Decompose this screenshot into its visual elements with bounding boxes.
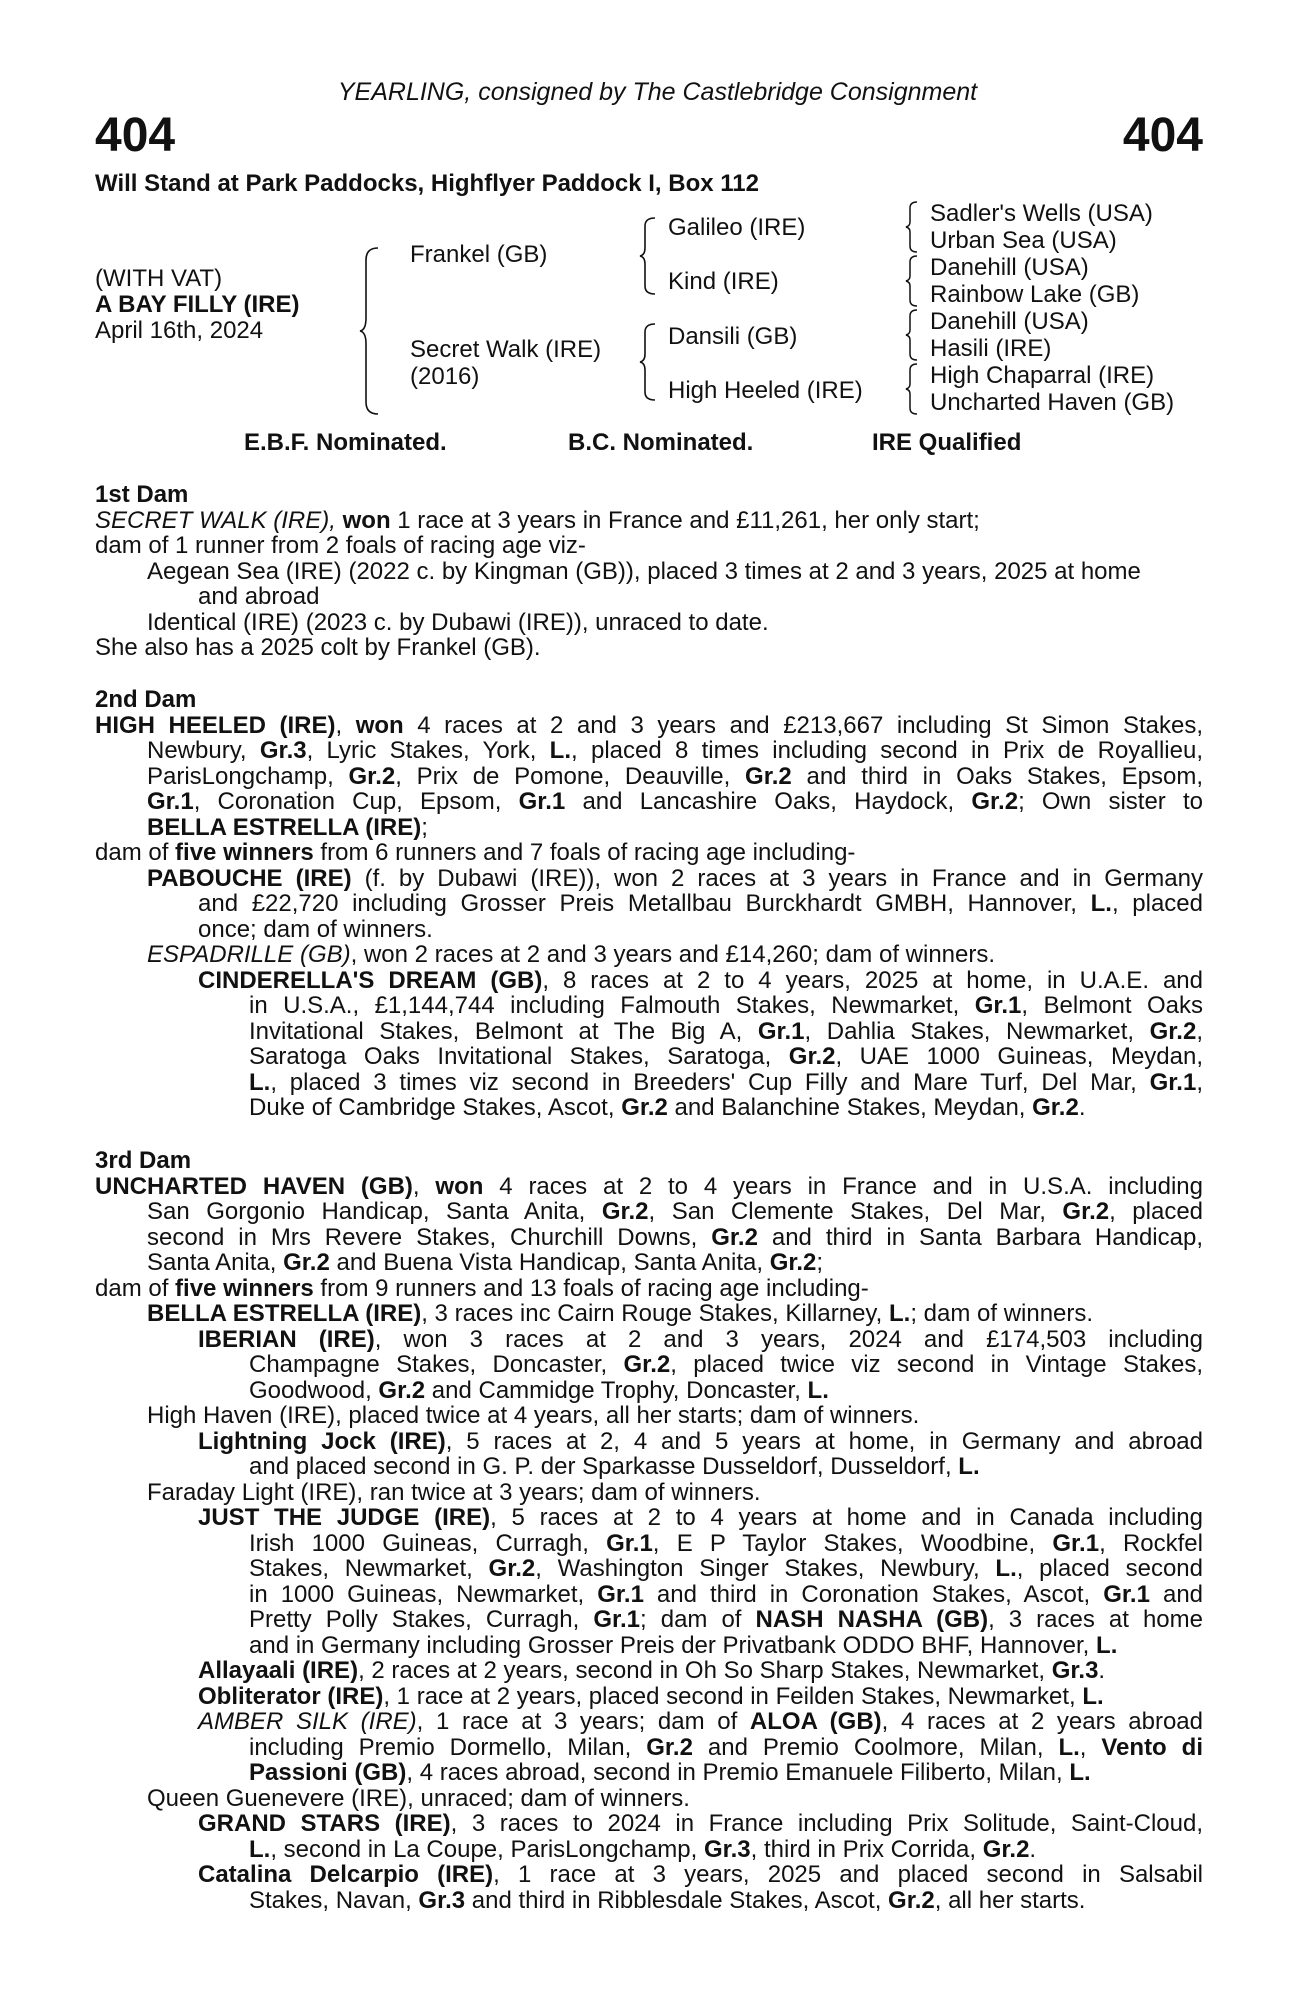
runner-iberian: IBERIAN (IRE) [198, 1325, 375, 1353]
second-dam-title: 2nd Dam [95, 686, 197, 713]
first-dam-name: SECRET WALK (IRE), [95, 506, 336, 534]
runner-high-haven: High Haven (IRE), placed twice at 4 years, all her starts; dam of winners. [147, 1402, 920, 1429]
runner-cinderellas-dream: CINDERELLA'S DREAM (GB) [198, 966, 543, 994]
runner-espadrille: ESPADRILLE (GB) [147, 941, 351, 968]
runner-bella-estrella: BELLA ESTRELLA (IRE) [147, 1300, 422, 1327]
gen3-4: Rainbow Lake (GB) [930, 281, 1140, 308]
foal-identical: Identical (IRE) (2023 c. by Dubawi (IRE)), unraced to date. [147, 608, 769, 636]
first-dam-section: 1st Dam SECRET WALK (IRE), won 1 race at 3 years in France and £11,261, her only start; dam of 1 runner from 2 foals of racing age viz- Aegean Sea (IRE) (2022 c. by Kingman (GB)), placed 3 times at 2 and 3 years, 2025 at home and abroad Identical (IRE) (2023 c. by Dubawi (IRE)), unraced to date. She also has a 2025 colt by Frankel (GB). [95, 482, 1203, 661]
brace-g3 [906, 308, 920, 362]
brace-sire [640, 216, 660, 296]
second-dam-section: 2nd Dam HIGH HEELED (IRE), won 4 races at 2 and 3 years and £213,667 including St Simon Stakes, Newbury, Gr.3, Lyric Stakes, York, L., placed 8 times including second in Prix de Royallieu, ParisLongchamp, Gr.2, Prix de Pomone, Deauville, Gr.2 and third in Oaks Stakes, Epsom, Gr.1, Coronation Cup, Epsom, Gr.1 and Lancashire Oaks, Haydock, Gr.2; Own sister to BELLA ESTRELLA (IRE); dam of five winners from 6 runners and 7 foals of racing age including- PABOUCHE (IRE) (f. by Dubawi (IRE)), won 2 races at 3 years in France and in Germany and £22,720 including Grosser Preis Metallbau Burckhardt GMBH, Hannover, L., placed once; dam of winners. ESPADRILLE (GB), won 2 races at 2 and 3 years and £14,260; dam of winners. CINDERELLA'S DREAM (GB), 8 races at 2 to 4 years, 2025 at home, in U.A.E. and in U.S.A., £1,144,744 including Falmouth Stakes, Newmarket, Gr.1, Belmont Oaks Invitational Stakes, Belmont at The Big A, Gr.1, Dahlia Stakes, Newmarket, Gr.2, Saratoga Oaks Invitational Stakes, Saratoga, Gr.2, UAE 1000 Guineas, Meydan, L., placed 3 times viz second in Breeders' Cup Filly and Mare Turf, Del Mar, Gr.1, Duke of Cambridge Stakes, Ascot, Gr.2 and Balanchine Stakes, Meydan, Gr.2. [95, 686, 1204, 1121]
runner-lightning-jock: Lightning Jock (IRE) [198, 1427, 446, 1455]
nomination-ire: IRE Qualified [872, 429, 1022, 456]
runner-just-the-judge: JUST THE JUDGE (IRE) [198, 1504, 491, 1531]
lot-number-left: 404 [95, 109, 176, 162]
stand-location: Will Stand at Park Paddocks, Highflyer Paddock I, Box 112 [95, 170, 759, 197]
gen3-7: High Chaparral (IRE) [930, 362, 1155, 389]
nomination-ebf: E.B.F. Nominated. [244, 429, 447, 456]
brace-g1 [906, 200, 920, 254]
sire: Frankel (GB) [410, 241, 548, 268]
brace-dam [640, 322, 660, 402]
foal-2025-colt: She also has a 2025 colt by Frankel (GB). [95, 634, 541, 661]
lot-number-right: 404 [1122, 109, 1203, 162]
runner-obliterator: Obliterator (IRE) [198, 1682, 384, 1710]
third-dam-title: 3rd Dam [95, 1147, 192, 1174]
dam-year: (2016) [410, 363, 480, 390]
gen3-8: Uncharted Haven (GB) [930, 389, 1175, 416]
gen3-1: Sadler's Wells (USA) [930, 200, 1153, 227]
brace-main [360, 246, 384, 416]
runner-pabouche: PABOUCHE (IRE) [147, 864, 352, 892]
runner-grand-stars: GRAND STARS (IRE) [198, 1810, 451, 1837]
foaled-date: April 16th, 2024 [95, 317, 264, 344]
first-dam-title: 1st Dam [95, 481, 189, 508]
gen3-2: Urban Sea (USA) [930, 227, 1117, 254]
vat-note: (WITH VAT) [95, 265, 223, 292]
sire-sire: Galileo (IRE) [668, 214, 806, 241]
gen3-3: Danehill (USA) [930, 254, 1089, 281]
horse-summary [95, 266, 300, 344]
dam: Secret Walk (IRE) [410, 336, 602, 363]
gen3-5: Danehill (USA) [930, 308, 1089, 335]
runner-faraday-light: Faraday Light (IRE), ran twice at 3 years; dam of winners. [147, 1478, 761, 1506]
third-dam-name: UNCHARTED HAVEN (GB) [95, 1172, 413, 1200]
third-dam-section: 3rd Dam UNCHARTED HAVEN (GB), won 4 races at 2 to 4 years in France and in U.S.A. including San Gorgonio Handicap, Santa Anita, Gr.2, San Clemente Stakes, Del Mar, Gr.2, placed second in Mrs Revere Stakes, Churchill Downs, Gr.2 and third in Santa Barbara Handicap, Santa Anita, Gr.2 and Buena Vista Handicap, Santa Anita, Gr.2; dam of five winners from 9 runners and 13 foals of racing age including- BELLA ESTRELLA (IRE), 3 races inc Cairn Rouge Stakes, Killarney, L.; dam of winners. IBERIAN (IRE), won 3 races at 2 and 3 years, 2024 and £174,503 including Champagne Stakes, Doncaster, Gr.2, placed twice viz second in Vintage Stakes, Goodwood, Gr.2 and Cammidge Trophy, Doncaster, L. High Haven (IRE), placed twice at 4 years, all her starts; dam of winners. Lightning Jock (IRE), 5 races at 2, 4 and 5 years at home, in Germany and abroad and placed second in G. P. der Sparkasse Dusseldorf, Dusseldorf, L. Faraday Light (IRE), ran twice at 3 years; dam of winners. JUST THE JUDGE (IRE), 5 races at 2 to 4 years at home and in Canada including Irish 1000 Guineas, Curragh, Gr.1, E P Taylor Stakes, Woodbine, Gr.1, Rockfel Stakes, Newmarket, Gr.2, Washington Singer Stakes, Newbury, L., placed second in 1000 Guineas, Newmarket, Gr.1 and third in Coronation Stakes, Ascot, Gr.1 and Pretty Polly Stakes, Curragh, Gr.1; dam of NASH NASHA (GB), 3 races at home and in Germany including Grosser Preis der Privatbank ODDO BHF, Hannover, L. Allayaali (IRE), 2 races at 2 years, second in Oh So Sharp Stakes, Newmarket, Gr.3. Obliterator (IRE), 1 race at 2 years, placed second in Feilden Stakes, Newmarket, L. AMBER SILK (IRE), 1 race at 3 years; dam of ALOA (GB), 4 races at 2 years abroad including Premio Dormello, Milan, Gr.2 and Premio Coolmore, Milan, L., Vento di Passioni (GB), 4 races abroad, second in Premio Emanuele Filiberto, Milan, L. Queen Guenevere (IRE), unraced; dam of winners. GRAND STARS (IRE), 3 races to 2024 in France including Prix Solitude, Saint-Cloud, L., second in La Coupe, ParisLongchamp, Gr.3, third in Prix Corrida, Gr.2. Catalina Delcarpio (IRE), 1 race at 3 years, 2025 and placed second in Salsabil Stakes, Navan, Gr.3 and third in Ribblesdale Stakes, Ascot, Gr.2, all her starts. [95, 1147, 1204, 1914]
brace-g4 [906, 362, 920, 416]
second-dam-name: HIGH HEELED (IRE) [95, 711, 336, 739]
runner-allayaali: Allayaali (IRE) [198, 1657, 359, 1684]
dam-sire: Dansili (GB) [668, 323, 798, 350]
consignment-line: YEARLING, consigned by The Castlebridge Consignment [337, 78, 978, 106]
foal-aegean-sea: Aegean Sea (IRE) (2022 c. by Kingman (GB)), placed 3 times at 2 and 3 years, 2025 at home [147, 557, 1141, 585]
nomination-bc: B.C. Nominated. [568, 429, 754, 456]
brace-g2 [906, 254, 920, 308]
sire-dam: Kind (IRE) [668, 268, 779, 295]
runner-queen-guenevere: Queen Guenevere (IRE), unraced; dam of winners. [147, 1784, 690, 1812]
dam-dam: High Heeled (IRE) [668, 377, 863, 404]
runner-catalina-delcarpio: Catalina Delcarpio (IRE) [198, 1861, 494, 1888]
first-dam-produce: dam of 1 runner from 2 foals of racing age viz- [95, 532, 586, 559]
horse-name: A BAY FILLY (IRE) [95, 291, 300, 318]
runner-amber-silk: AMBER SILK (IRE) [198, 1708, 417, 1735]
gen3-6: Hasili (IRE) [930, 335, 1052, 362]
